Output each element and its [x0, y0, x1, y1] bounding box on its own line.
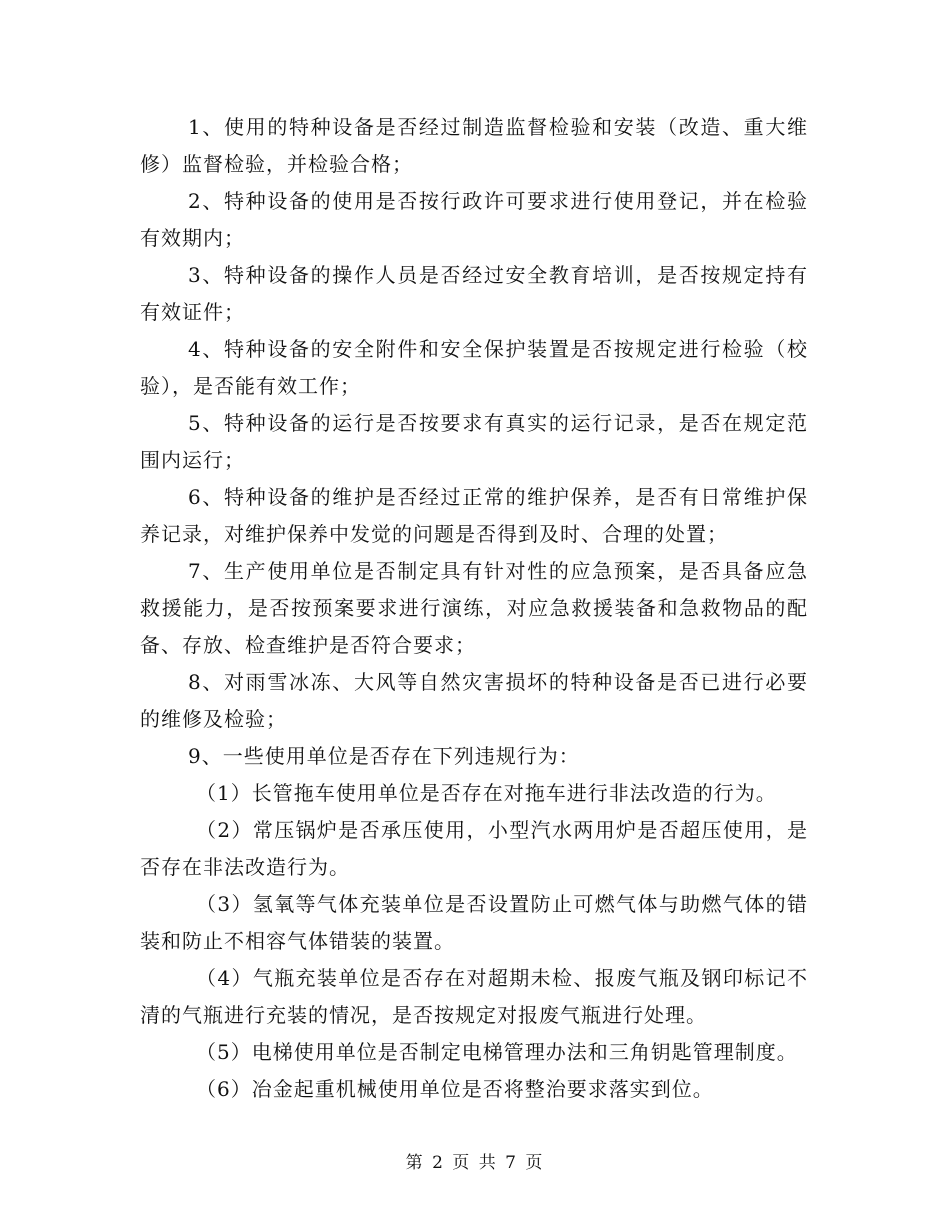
paragraph-item-2: 2、特种设备的使用是否按行政许可要求进行使用登记，并在检验有效期内；	[140, 189, 808, 250]
sub-item-5: （5）电梯使用单位是否制定电梯管理办法和三角钥匙管理制度。	[196, 1040, 798, 1064]
sub-item-3: （3）氢氧等气体充装单位是否设置防止可燃气体与助燃气体的错装和防止不相容气体错装的装置。	[140, 892, 808, 953]
sub-item-1: （1）长管拖车使用单位是否存在对拖车进行非法改造的行为。	[196, 781, 777, 805]
paragraph-item-7: 7、生产使用单位是否制定具有针对性的应急预案，是否具备应急救援能力，是否按预案要求进行演练，对应急救援装备和急救物品的配备、存放、检查维护是否符合要求；	[140, 559, 808, 657]
paragraph-item-3: 3、特种设备的操作人员是否经过安全教育培训，是否按规定持有有效证件；	[140, 263, 808, 324]
page-number-footer: 第 2 页 共 7 页	[405, 1153, 545, 1173]
paragraph-item-4: 4、特种设备的安全附件和安全保护装置是否按规定进行检验（校验），是否能有效工作；	[140, 337, 808, 398]
sub-item-4: （4）气瓶充装单位是否存在对超期未检、报废气瓶及钢印标记不清的气瓶进行充装的情况，是否按规定对报废气瓶进行处理。	[140, 966, 808, 1027]
paragraph-item-6: 6、特种设备的维护是否经过正常的维护保养，是否有日常维护保养记录，对维护保养中发觉的问题是否得到及时、合理的处置；	[140, 485, 808, 546]
paragraph-item-9: 9、一些使用单位是否存在下列违规行为：	[188, 744, 580, 768]
sub-item-6: （6）冶金起重机械使用单位是否将整治要求落实到位。	[196, 1077, 714, 1101]
paragraph-item-8: 8、对雨雪冰冻、大风等自然灾害损坏的特种设备是否已进行必要的维修及检验；	[140, 670, 808, 731]
paragraph-item-1: 1、使用的特种设备是否经过制造监督检验和安装（改造、重大维修）监督检验，并检验合格；	[140, 115, 808, 176]
paragraph-item-5: 5、特种设备的运行是否按要求有真实的运行记录，是否在规定范围内运行；	[140, 411, 808, 472]
sub-item-2: （2）常压锅炉是否承压使用，小型汽水两用炉是否超压使用，是否存在非法改造行为。	[140, 818, 808, 879]
